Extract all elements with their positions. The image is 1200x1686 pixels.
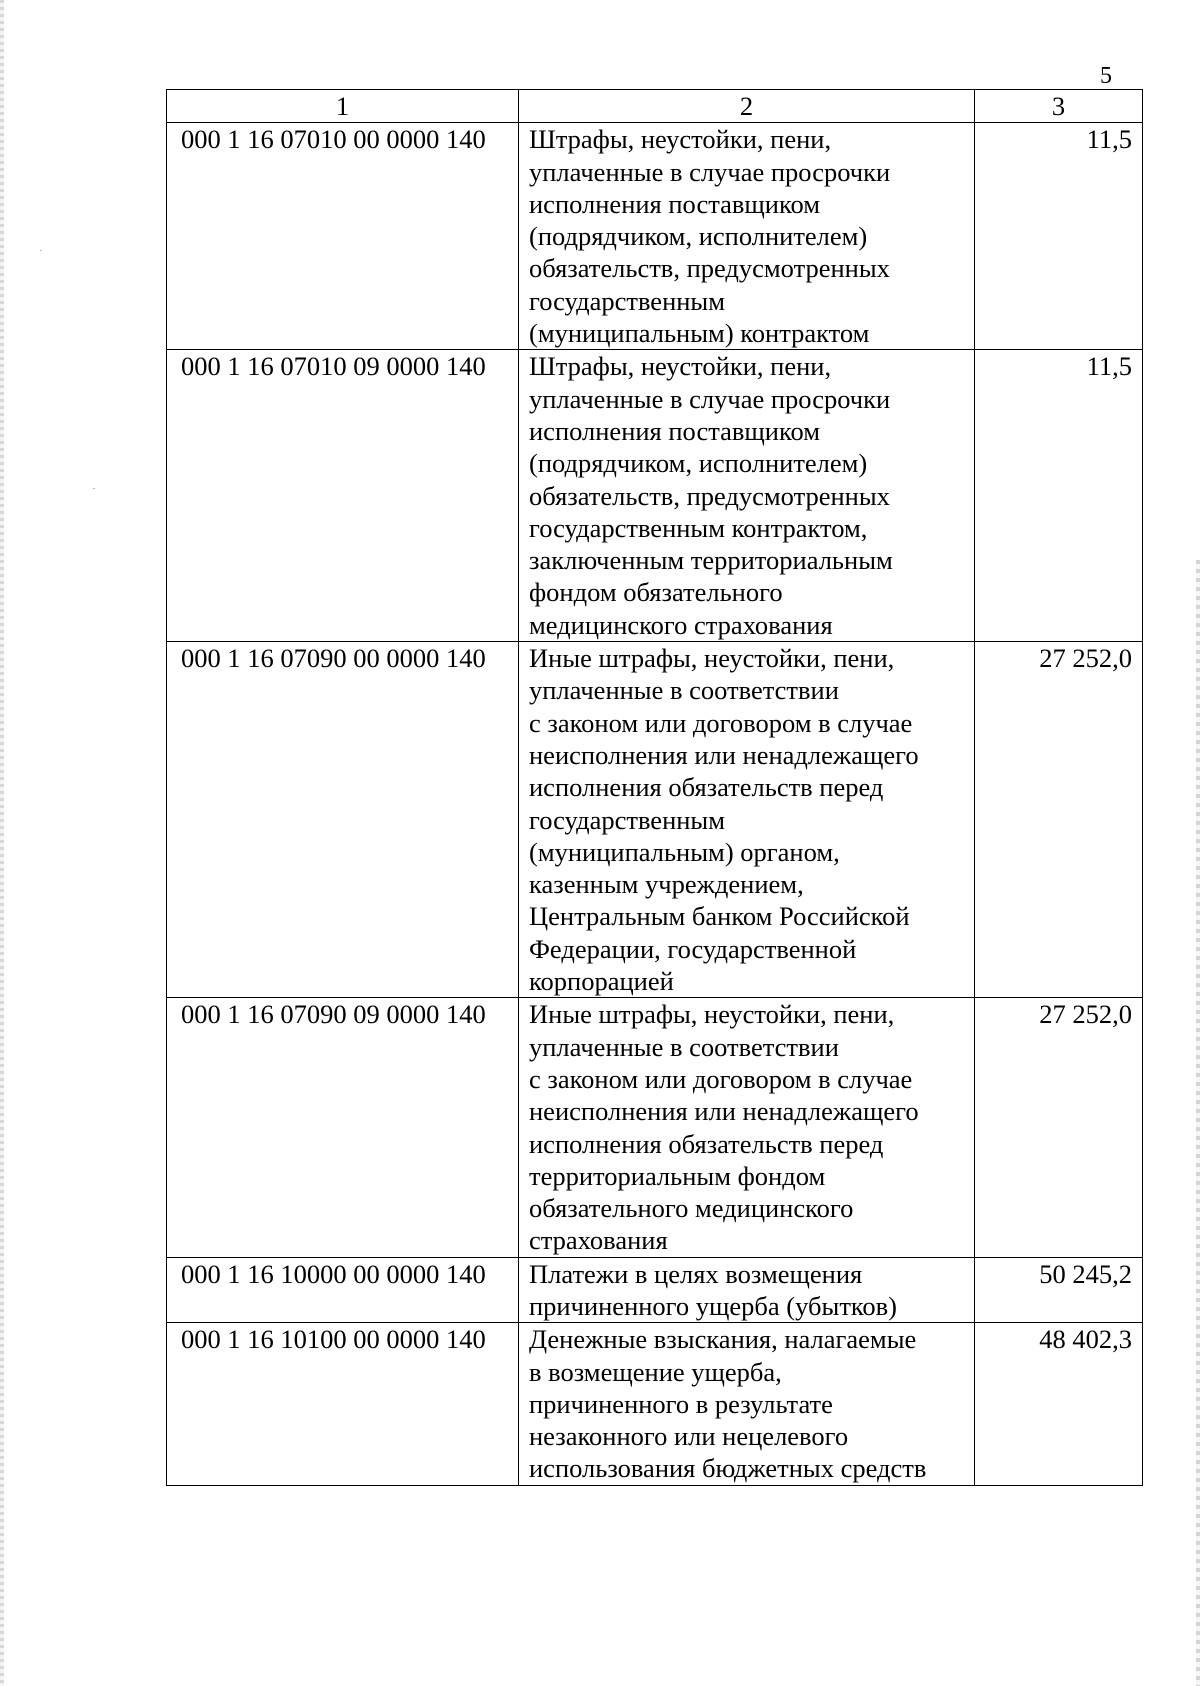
description-line: (муниципальным) органом, [529,836,840,867]
description-line: Денежные взыскания, налагаемые [529,1324,917,1355]
description-line: Иные штрафы, неустойки, пени, [529,643,895,674]
description-line: исполнения обязательств перед [529,1128,884,1159]
description-line: причиненного в результате [529,1388,833,1419]
description-line: медицинского страхования [529,609,833,640]
description-cell [519,1257,975,1323]
description-cell [519,1323,975,1485]
description-line: государственным [529,285,726,316]
description-cell [519,350,975,642]
scan-speck [93,488,95,489]
description-line: (муниципальным) контрактом [529,318,870,349]
budget-code-cell: 000 1 16 10000 00 0000 140 [167,1257,519,1323]
description-cell [519,998,975,1257]
description-line: причиненного ущерба (убытков) [529,1290,898,1321]
amount-cell: 48 402,3 [975,1323,1143,1485]
description-cell [519,123,975,350]
description-line: корпорацией [529,966,674,997]
column-header-2: 2 [519,90,975,123]
description-line: с законом или договором в случае [529,707,913,738]
table-row [167,998,1143,1257]
scan-edge-left [0,0,4,1686]
description-line: уплаченные в случае просрочки [529,383,891,414]
description-line: (подрядчиком, исполнителем) [529,448,868,479]
description-line: обязательств, предусмотренных [529,480,890,511]
description-line: уплаченные в соответствии [529,1031,839,1062]
description-line: уплаченные в случае просрочки [529,156,891,187]
amount-cell: 27 252,0 [975,998,1143,1257]
description-line: (подрядчиком, исполнителем) [529,221,868,252]
description-line: Платежи в целях возмещения [529,1258,863,1289]
description-line: государственным [529,804,726,835]
description-line: исполнения обязательств перед [529,772,884,803]
description-line: незаконного или нецелевого [529,1421,849,1452]
column-header-1: 1 [167,90,519,123]
description-line: обязательств, предусмотренных [529,253,890,284]
description-line: заключенным территориальным [529,545,893,576]
description-line: страхования [529,1225,668,1256]
table-row [167,1257,1143,1323]
column-header-3: 3 [975,90,1143,123]
description-line: казенным учреждением, [529,869,804,900]
description-line: Иные штрафы, неустойки, пени, [529,999,895,1030]
scan-speck [40,250,42,251]
description-line: исполнения поставщиком [529,188,821,219]
description-line: в возмещение ущерба, [529,1356,782,1387]
amount-cell: 50 245,2 [975,1257,1143,1323]
description-line: неисполнения или ненадлежащего [529,1096,919,1127]
amount-cell: 11,5 [975,350,1143,642]
description-line: Штрафы, неустойки, пени, [529,351,832,382]
description-line: обязательного медицинского [529,1193,854,1224]
page-number: 5 [1100,63,1112,89]
description-line: Центральным банком Российской [529,901,910,932]
description-line: уплаченные в соответствии [529,675,839,706]
table-row [167,350,1143,642]
budget-code-cell: 000 1 16 07010 09 0000 140 [167,350,519,642]
description-line: государственным контрактом, [529,512,868,543]
description-line: с законом или договором в случае [529,1063,913,1094]
description-line: фондом обязательного [529,577,783,608]
amount-cell: 27 252,0 [975,642,1143,998]
budget-table [166,89,1143,1486]
table-row [167,1323,1143,1485]
amount-cell: 11,5 [975,123,1143,350]
description-line: территориальным фондом [529,1160,826,1191]
description-line: использования бюджетных средств [529,1453,927,1484]
table-row [167,642,1143,998]
description-cell [519,642,975,998]
description-line: исполнения поставщиком [529,415,821,446]
table-row [167,123,1143,350]
description-line: Федерации, государственной [529,933,857,964]
budget-code-cell: 000 1 16 07090 00 0000 140 [167,642,519,998]
budget-code-cell: 000 1 16 10100 00 0000 140 [167,1323,519,1485]
scan-edge-right [1196,560,1200,1686]
description-line: неисполнения или ненадлежащего [529,739,919,770]
budget-code-cell: 000 1 16 07010 00 0000 140 [167,123,519,350]
description-line: Штрафы, неустойки, пени, [529,124,832,155]
table-header-row [167,90,1143,123]
budget-code-cell: 000 1 16 07090 09 0000 140 [167,998,519,1257]
